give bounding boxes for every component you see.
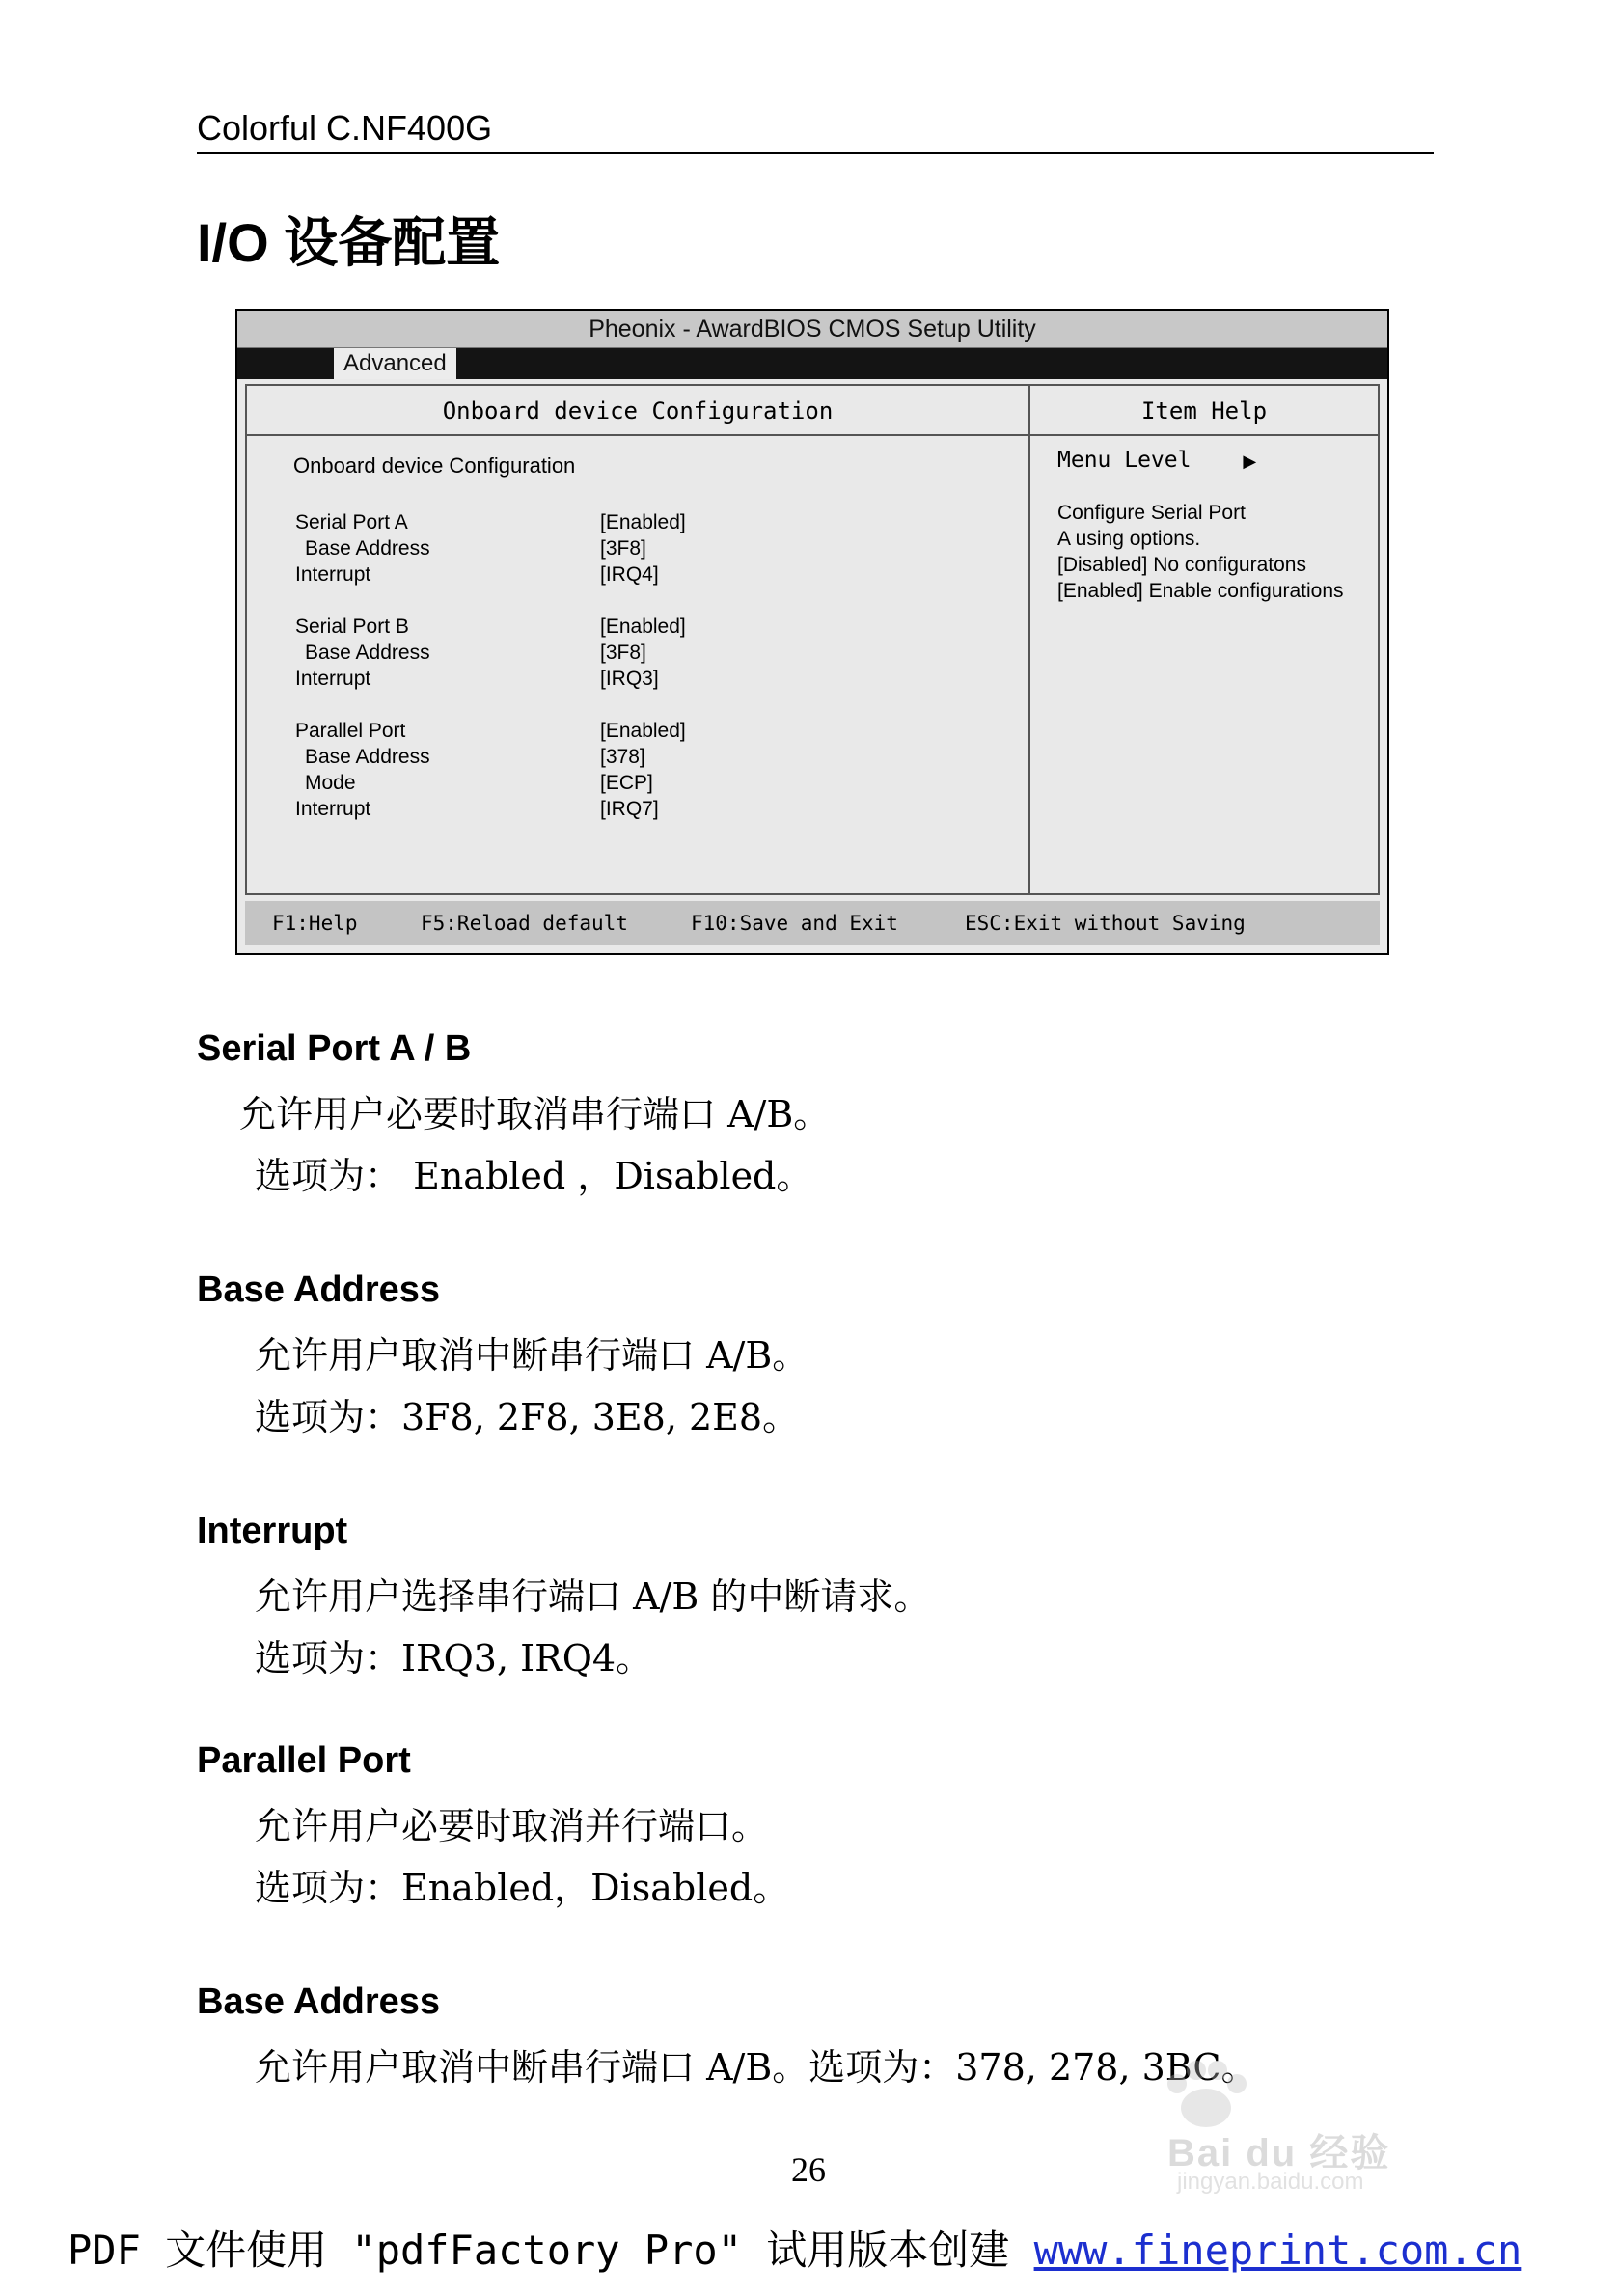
setting-row[interactable] — [295, 537, 990, 563]
bios-menubar — [237, 348, 1387, 379]
section-heading: Serial Port A / B — [197, 1028, 472, 1069]
setting-value[interactable]: [378] — [600, 746, 645, 768]
bios-main-panel — [245, 384, 1380, 895]
menu-level-label: Menu Level — [1057, 448, 1192, 473]
section-description: 允许用户必要时取消串行端口 A/B。 — [239, 1093, 831, 1135]
setting-value[interactable]: [Enabled] — [600, 720, 686, 742]
section-description: 允许用户取消中断串行端口 A/B。 — [255, 1334, 809, 1377]
setting-label: Base Address — [305, 537, 430, 560]
setting-value[interactable]: [Enabled] — [600, 615, 686, 638]
key-help-f10: F10:Save and Exit — [691, 912, 898, 935]
help-line: [Disabled] No configuratons — [1057, 554, 1306, 576]
header-rule — [197, 152, 1434, 154]
settings-list — [295, 511, 990, 824]
section-heading: Interrupt — [197, 1511, 348, 1551]
setting-label: Parallel Port — [295, 720, 406, 742]
section-description: 允许用户必要时取消并行端口。 — [255, 1805, 769, 1847]
section-options: 选项为：3F8, 2F8, 3E8, 2E8。 — [255, 1396, 800, 1438]
setting-label: Base Address — [305, 746, 430, 768]
setting-label: Interrupt — [295, 798, 371, 820]
setting-row[interactable] — [295, 511, 990, 537]
setting-row[interactable] — [295, 772, 990, 798]
bios-footer — [245, 901, 1380, 945]
setting-row[interactable] — [295, 668, 990, 694]
key-help-esc: ESC:Exit without Saving — [965, 912, 1246, 935]
setting-row[interactable] — [295, 563, 990, 589]
key-help-f1: F1:Help — [272, 912, 358, 935]
section-description: 允许用户取消中断串行端口 A/B。选项为：378, 278, 3BC。 — [255, 2046, 1258, 2089]
help-text — [1057, 500, 1344, 604]
pdf-footer-text: PDF 文件使用 "pdfFactory Pro" 试用版本创建 — [68, 2227, 1034, 2274]
setting-row[interactable] — [295, 720, 990, 746]
bios-titlebar: Pheonix - AwardBIOS CMOS Setup Utility — [237, 311, 1387, 348]
setting-row[interactable] — [295, 746, 990, 772]
page-title: I/O 设备配置 — [197, 212, 501, 273]
item-help-header: Item Help — [1030, 386, 1378, 436]
setting-value[interactable]: [Enabled] — [600, 511, 686, 533]
setting-label: Mode — [305, 772, 356, 794]
paw-icon — [1148, 2055, 1264, 2132]
key-help-f5: F5:Reload default — [421, 912, 628, 935]
arrow-right-icon: ▶ — [1243, 451, 1257, 472]
watermark-brand: Bai du 经验 — [1167, 2132, 1391, 2174]
setting-label: Serial Port A — [295, 511, 408, 533]
page-number: 26 — [791, 2150, 826, 2189]
setting-label: Interrupt — [295, 563, 371, 586]
setting-value[interactable]: [3F8] — [600, 537, 646, 560]
row-spacer — [295, 694, 990, 720]
fineprint-link[interactable]: www.fineprint.com.cn — [1033, 2227, 1522, 2274]
document-header: Colorful C.NF400G — [197, 108, 493, 148]
setting-value[interactable]: [3F8] — [600, 642, 646, 664]
pdf-footer — [68, 2219, 1521, 2277]
tab-advanced[interactable]: Advanced — [334, 348, 456, 379]
section-heading: Base Address — [197, 1270, 441, 1310]
help-line: [Enabled] Enable configurations — [1057, 580, 1344, 602]
section-options: 选项为： Enabled ，Disabled。 — [255, 1155, 813, 1197]
setting-row[interactable] — [295, 642, 990, 668]
section-description: 允许用户选择串行端口 A/B 的中断请求。 — [255, 1575, 931, 1618]
setting-value[interactable]: [ECP] — [600, 772, 653, 794]
help-line: Configure Serial Port — [1057, 502, 1246, 524]
setting-row[interactable] — [295, 615, 990, 642]
setting-value[interactable]: [IRQ3] — [600, 668, 659, 690]
section-heading: Base Address — [197, 1982, 441, 2022]
settings-panel — [247, 386, 1030, 893]
setting-label: Interrupt — [295, 668, 371, 690]
watermark-site: jingyan.baidu.com — [1177, 2169, 1364, 2195]
setting-row[interactable] — [295, 798, 990, 824]
settings-panel-header: Onboard device Configuration — [247, 386, 1028, 436]
bios-screenshot — [235, 309, 1389, 955]
item-help-panel — [1030, 386, 1378, 893]
section-options: 选项为：IRQ3, IRQ4。 — [255, 1637, 653, 1680]
setting-label: Serial Port B — [295, 615, 409, 638]
menu-level — [1057, 448, 1256, 473]
setting-label: Base Address — [305, 642, 430, 664]
setting-value[interactable]: [IRQ7] — [600, 798, 659, 820]
setting-value[interactable]: [IRQ4] — [600, 563, 659, 586]
settings-subtitle: Onboard device Configuration — [293, 453, 576, 478]
help-line: A using options. — [1057, 528, 1201, 550]
section-heading: Parallel Port — [197, 1740, 411, 1781]
section-options: 选项为：Enabled，Disabled。 — [255, 1867, 790, 1909]
row-spacer — [295, 589, 990, 615]
